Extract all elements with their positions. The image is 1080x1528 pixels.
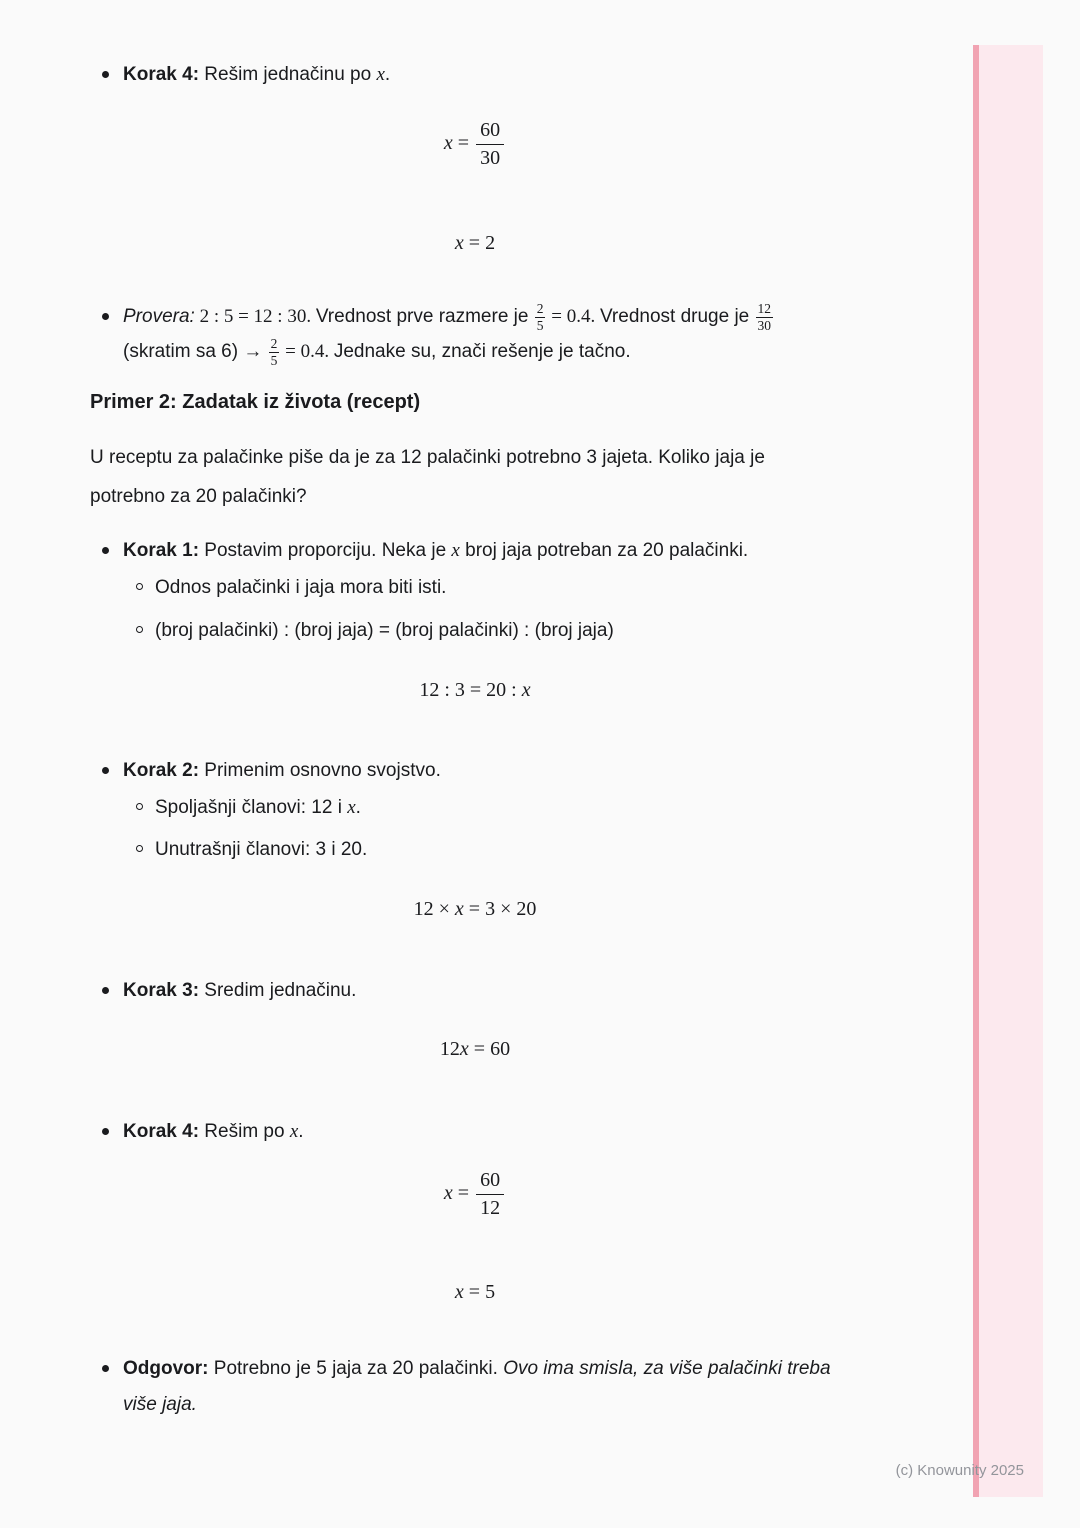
list-item-text xyxy=(123,57,835,92)
bullet-icon xyxy=(102,547,109,554)
equation-proportion xyxy=(90,676,860,704)
text-run: Primenim osnovno svojstvo. xyxy=(199,759,441,781)
math-expression: = 3 × 20 xyxy=(463,898,537,921)
text-run: broj jaja potreban za 20 palačinki. xyxy=(459,540,749,562)
math-variable: x xyxy=(454,898,464,921)
text-run: Vrednost prve razmere je xyxy=(315,306,534,328)
math-expression: = 0.4. xyxy=(280,341,334,363)
sub-bullet-icon xyxy=(136,845,143,852)
text-run: Rešim jednačinu po xyxy=(199,64,377,85)
copyright-footer: (c) Knowunity 2025 xyxy=(895,1462,1024,1479)
equation-x-equals-60-over-30 xyxy=(90,118,860,171)
bullet-icon xyxy=(102,313,109,320)
sub-list-item-text: Odnos palačinki i jaja mora biti isti. xyxy=(155,577,447,599)
sub-list-item-text: (broj palačinki) : (broj jaja) = (broj palačinki) : (broj jaja) xyxy=(155,619,614,641)
list-item-korak4 xyxy=(90,1114,835,1149)
page-edge-stripe-light xyxy=(979,45,1043,1497)
math-variable: x xyxy=(443,1182,453,1205)
equation-x-equals-60-over-12 xyxy=(90,1168,860,1221)
fraction xyxy=(476,1168,504,1221)
list-item-text xyxy=(123,753,835,867)
math-expression: = 2 xyxy=(463,232,496,255)
intro-paragraph: U receptu za palačinke piše da je za 12 palačinki potrebno 3 jajeta. Koliko jaja je potrebno za 20 palačinki? xyxy=(90,447,765,508)
bullet-icon xyxy=(102,1365,109,1372)
list-item-text xyxy=(123,299,835,369)
text-run: Spoljašnji članovi: 12 i xyxy=(155,796,348,818)
sub-list-item-text xyxy=(155,790,835,825)
bullet-icon xyxy=(102,987,109,994)
text-run: . xyxy=(355,796,361,818)
math-variable: x xyxy=(454,1281,464,1304)
step-label: Korak 3: xyxy=(123,980,200,1002)
sub-bullet-icon xyxy=(136,803,143,810)
math-operator: = xyxy=(452,132,475,155)
list-item-korak1 xyxy=(90,533,835,647)
fraction-denominator: 30 xyxy=(757,317,772,333)
fraction-numerator: 12 xyxy=(757,301,772,317)
list-item-korak3 xyxy=(90,973,835,1008)
text-run: Sredim jednačinu. xyxy=(199,980,357,1002)
list-item-text xyxy=(123,1351,835,1421)
sub-bullet-icon xyxy=(136,626,143,633)
bullet-icon xyxy=(102,1128,109,1135)
document-content xyxy=(90,0,835,1422)
list-item-text xyxy=(123,533,835,647)
answer-label: Odgovor: xyxy=(123,1358,209,1380)
text-run: Potrebno je 5 jaja za 20 palačinki. xyxy=(208,1358,504,1380)
sub-list-item xyxy=(123,790,835,825)
math-variable: x xyxy=(289,1121,299,1143)
math-variable: x xyxy=(451,540,460,562)
math-expression: 12 xyxy=(439,1038,460,1061)
sub-bullet-icon xyxy=(136,583,143,590)
fraction-denominator: 12 xyxy=(480,1197,501,1220)
inline-fraction xyxy=(535,301,546,333)
fraction-denominator: 5 xyxy=(270,352,278,368)
list-item-odgovor xyxy=(90,1351,835,1421)
list-item-text xyxy=(123,1114,835,1149)
math-expression: 2 : 5 = 12 : 30. xyxy=(194,306,316,328)
text-run: Rešim po xyxy=(199,1121,290,1143)
list-item-provera xyxy=(90,299,835,369)
fraction-numerator: 60 xyxy=(476,1168,504,1195)
page-edge-stripe-dark xyxy=(973,45,979,1497)
step-label: Korak 1: xyxy=(123,540,200,562)
text-run: . xyxy=(298,1121,304,1143)
math-variable: x xyxy=(454,232,464,255)
text-run: Postavim proporciju. Neka je xyxy=(199,540,452,562)
math-expression: 12 : 3 = 20 : xyxy=(419,678,522,701)
text-run: Jednake su, znači rešenje je tačno. xyxy=(333,341,631,363)
equation-12x-equals-60 xyxy=(90,1035,860,1063)
text-run: (skratim sa 6) → xyxy=(123,341,268,363)
math-expression: 12 × xyxy=(413,898,455,921)
math-expression: = 5 xyxy=(463,1281,496,1304)
provera-label: Provera: xyxy=(123,306,195,328)
equation-cross-multiplication xyxy=(90,895,860,923)
sub-list-item xyxy=(123,832,835,867)
fraction xyxy=(476,118,504,171)
math-variable: x xyxy=(459,1038,469,1061)
text-run: . xyxy=(384,64,391,85)
fraction-denominator: 5 xyxy=(536,317,544,333)
sub-list-item xyxy=(123,570,835,605)
fraction-denominator: 30 xyxy=(480,147,501,170)
fraction-numerator: 2 xyxy=(536,301,544,317)
step-label: Korak 4: xyxy=(123,64,200,85)
sub-list-item-text: Unutrašnji članovi: 3 i 20. xyxy=(155,839,368,860)
sub-bullet-list xyxy=(123,570,835,647)
list-item-korak2 xyxy=(90,753,835,867)
step-label: Korak 4: xyxy=(123,1121,200,1143)
inline-fraction xyxy=(756,301,774,333)
text-run: Vrednost druge je xyxy=(599,306,755,328)
equation-x-equals-5 xyxy=(90,1278,860,1306)
math-variable: x xyxy=(347,796,356,818)
fraction-numerator: 60 xyxy=(476,118,504,145)
sub-list-item xyxy=(123,613,835,648)
math-variable: x xyxy=(443,132,453,155)
list-item-text xyxy=(123,973,835,1008)
fraction-numerator: 2 xyxy=(270,336,278,352)
list-item-korak4-prev xyxy=(90,57,835,92)
math-operator: = xyxy=(452,1182,475,1205)
bullet-icon xyxy=(102,767,109,774)
section-heading: Primer 2: Zadatak iz života (recept) xyxy=(90,391,421,414)
step-label: Korak 2: xyxy=(123,759,200,781)
math-expression: = 0.4. xyxy=(546,306,600,328)
math-expression: = 60 xyxy=(468,1038,511,1061)
math-variable: x xyxy=(376,64,385,85)
bullet-icon xyxy=(102,71,109,78)
sub-bullet-list xyxy=(123,790,835,867)
inline-fraction xyxy=(269,336,280,368)
equation-x-equals-2 xyxy=(90,229,860,257)
answer-note: Ovo ima smisla, za više palačinki treba više jaja. xyxy=(123,1358,831,1415)
math-variable: x xyxy=(521,678,531,701)
